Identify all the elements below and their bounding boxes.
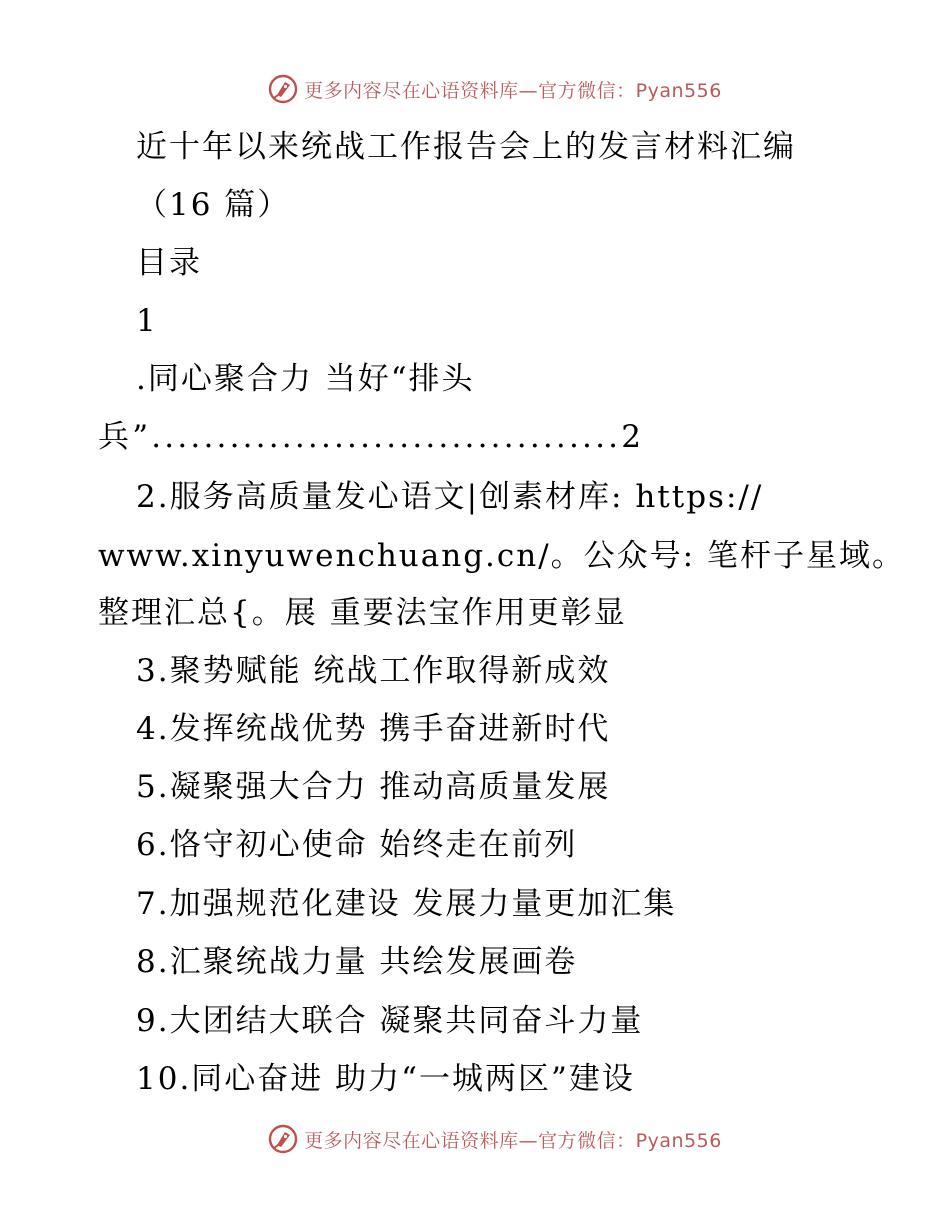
banner-text: 更多内容尽在心语资料库—官方微信：Pyan556: [304, 1129, 722, 1152]
toc-item-1-part2: 兵”....................................2: [98, 419, 645, 455]
toc-item-2-line3: 整理汇总{。展 重要法宝作用更彰显: [98, 595, 627, 631]
toc-item-6: 6.恪守初心使命 始终走在前列: [136, 827, 578, 863]
toc-item-2-line1: 2.服务高质量发心语文|创素材库: https://: [136, 479, 764, 515]
toc-item-7: 7.加强规范化建设 发展力量更加汇集: [136, 886, 677, 922]
toc-item-1-number: 1: [136, 303, 158, 339]
toc-item-2-line2: www.xinyuwenchuang.cn/。公众号: 笔杆子星域。: [98, 538, 905, 574]
toc-item-10: 10.同心奋进 助力“一城两区”建设: [136, 1061, 635, 1097]
pen-nib-logo-icon: [268, 74, 298, 104]
document-title-line2: （16 篇）: [136, 187, 291, 223]
toc-heading: 目录: [136, 245, 202, 281]
toc-item-9: 9.大团结大联合 凝聚共同奋斗力量: [136, 1003, 644, 1039]
toc-item-4: 4.发挥统战优势 携手奋进新时代: [136, 711, 611, 747]
footer-banner: [0, 1122, 950, 1156]
toc-item-8: 8.汇聚统战力量 共绘发展画卷: [136, 944, 578, 980]
document-title-line1: 近十年以来统战工作报告会上的发言材料汇编: [136, 129, 796, 165]
pen-nib-logo-icon: [268, 1124, 298, 1154]
header-banner: [0, 72, 950, 106]
banner-text: 更多内容尽在心语资料库—官方微信：Pyan556: [304, 79, 722, 102]
toc-item-3: 3.聚势赋能 统战工作取得新成效: [136, 653, 611, 689]
toc-item-1-part1: .同心聚合力 当好“排头: [136, 361, 475, 397]
toc-item-5: 5.凝聚强大合力 推动高质量发展: [136, 769, 611, 805]
